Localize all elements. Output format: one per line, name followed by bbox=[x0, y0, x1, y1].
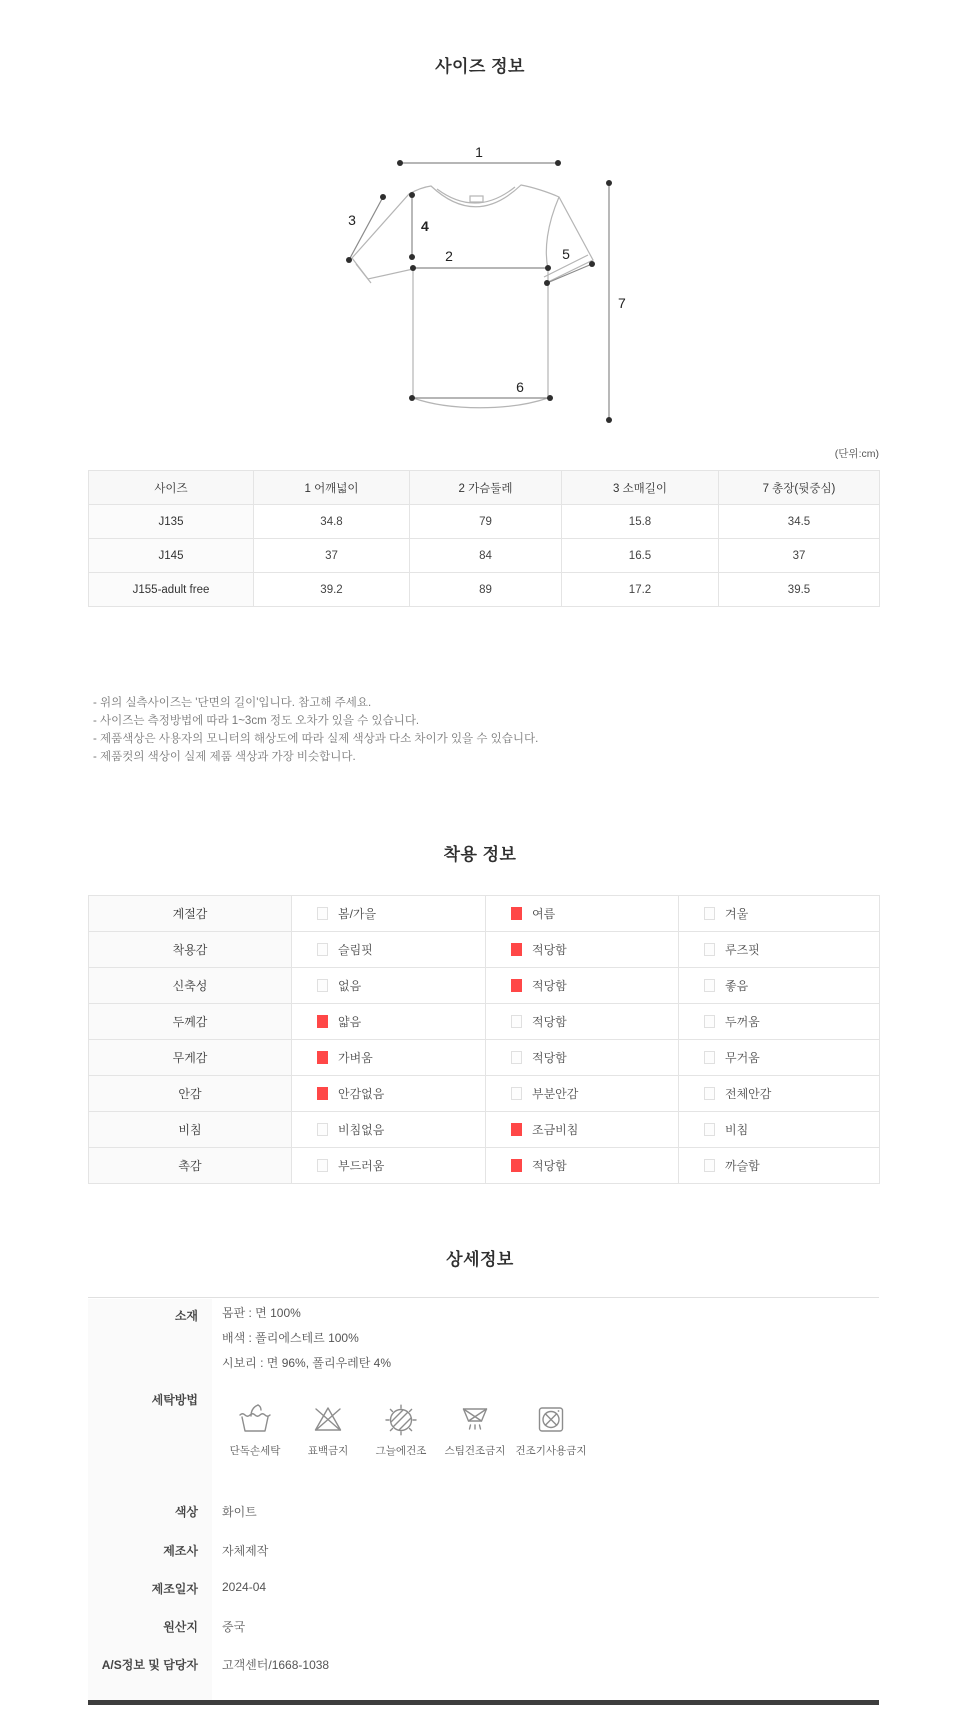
size-value: 79 bbox=[410, 505, 562, 539]
no-steam-dry-icon bbox=[457, 1401, 493, 1437]
size-notes bbox=[93, 694, 793, 766]
size-table bbox=[88, 470, 880, 607]
fit-row-label: 안감 bbox=[89, 1076, 292, 1112]
chest-col-header: 2 가슴둘레 bbox=[410, 471, 562, 505]
size-name: J135 bbox=[89, 505, 254, 539]
bottom-divider bbox=[88, 1700, 879, 1705]
option-label: 적당함 bbox=[532, 1015, 567, 1029]
dry-in-shade-icon bbox=[383, 1401, 419, 1437]
option-checkbox bbox=[317, 1051, 328, 1064]
wash-item bbox=[506, 1401, 596, 1458]
option-checkbox bbox=[704, 1015, 715, 1028]
fit-row-label: 무게감 bbox=[89, 1040, 292, 1076]
option-label: 부드러움 bbox=[338, 1159, 385, 1173]
measurement-label-6: 6 bbox=[516, 379, 524, 395]
fit-row bbox=[89, 1040, 880, 1076]
material-line: 몸판 : 면 100% bbox=[222, 1306, 301, 1320]
measurement-label-1: 1 bbox=[475, 144, 483, 160]
as-info-label: A/S정보 및 담당자 bbox=[101, 1658, 198, 1672]
option-checkbox bbox=[511, 1015, 522, 1028]
manufacturer-value: 자체제작 bbox=[222, 1544, 269, 1558]
measurement-label-2: 2 bbox=[445, 248, 453, 264]
size-value: 37 bbox=[719, 539, 880, 573]
wash-item-label: 표백금지 bbox=[307, 1445, 349, 1457]
size-value: 17.2 bbox=[562, 573, 719, 607]
option-checkbox bbox=[704, 1159, 715, 1172]
size-table-header-row bbox=[89, 471, 880, 505]
detail-label-column bbox=[88, 1299, 212, 1700]
option-label: 가벼움 bbox=[338, 1051, 373, 1065]
option-label: 전체안감 bbox=[725, 1087, 772, 1101]
manufacture-date-value: 2024-04 bbox=[222, 1580, 267, 1594]
fit-row bbox=[89, 1148, 880, 1184]
option-label: 적당함 bbox=[532, 943, 567, 957]
option-checkbox bbox=[511, 1123, 522, 1136]
option-label: 비침없음 bbox=[338, 1123, 385, 1137]
fit-row-label: 착용감 bbox=[89, 932, 292, 968]
option-checkbox bbox=[511, 979, 522, 992]
fit-row bbox=[89, 1076, 880, 1112]
option-checkbox bbox=[317, 1159, 328, 1172]
option-label: 슬림핏 bbox=[338, 943, 373, 957]
fit-row bbox=[89, 968, 880, 1004]
size-name: J155-adult free bbox=[89, 573, 254, 607]
size-value: 89 bbox=[410, 573, 562, 607]
option-checkbox bbox=[704, 979, 715, 992]
option-label: 안감없음 bbox=[338, 1087, 385, 1101]
measurement-label-7: 7 bbox=[618, 295, 626, 311]
measurement-label-4: 4 bbox=[421, 218, 429, 234]
fit-row-label: 촉감 bbox=[89, 1148, 292, 1184]
size-value: 34.8 bbox=[254, 505, 410, 539]
option-label: 얇음 bbox=[338, 1015, 362, 1029]
detail-section-title: 상세정보 bbox=[446, 1250, 514, 1269]
size-value: 39.2 bbox=[254, 573, 410, 607]
sleeve-col-header: 3 소매길이 bbox=[562, 471, 719, 505]
wash-item-label: 건조기사용금지 bbox=[515, 1445, 587, 1457]
option-label: 없음 bbox=[338, 979, 362, 993]
option-checkbox bbox=[511, 1159, 522, 1172]
as-info-value: 고객센터/1668-1038 bbox=[222, 1658, 330, 1672]
option-label: 여름 bbox=[532, 907, 556, 921]
option-label: 두꺼움 bbox=[725, 1015, 760, 1029]
option-checkbox bbox=[317, 1123, 328, 1136]
size-value: 15.8 bbox=[562, 505, 719, 539]
size-section-title: 사이즈 정보 bbox=[435, 57, 525, 76]
origin-value: 중국 bbox=[222, 1620, 246, 1634]
size-value: 34.5 bbox=[719, 505, 880, 539]
wash-item-label: 그늘에건조 bbox=[375, 1445, 427, 1457]
option-checkbox bbox=[511, 1087, 522, 1100]
option-label: 루즈핏 bbox=[725, 943, 760, 957]
note-line: - 위의 실측사이즈는 '단면의 길이'입니다. 참고해 주세요. bbox=[93, 697, 372, 709]
tshirt-size-diagram bbox=[280, 130, 680, 430]
fit-row-label: 비침 bbox=[89, 1112, 292, 1148]
option-checkbox bbox=[704, 943, 715, 956]
fit-row-label: 신축성 bbox=[89, 968, 292, 1004]
option-label: 무거움 bbox=[725, 1051, 760, 1065]
option-label: 적당함 bbox=[532, 979, 567, 993]
fit-row bbox=[89, 932, 880, 968]
fit-row-label: 계절감 bbox=[89, 896, 292, 932]
measurement-label-3: 3 bbox=[348, 212, 356, 228]
detail-info-table bbox=[88, 1297, 879, 1700]
option-checkbox bbox=[317, 1015, 328, 1028]
hand-wash-only-icon bbox=[237, 1401, 273, 1437]
option-checkbox bbox=[317, 979, 328, 992]
manufacturer-label: 제조사 bbox=[163, 1544, 198, 1558]
material-line: 배색 : 폴리에스테르 100% bbox=[222, 1331, 359, 1345]
fit-row bbox=[89, 896, 880, 932]
option-label: 적당함 bbox=[532, 1051, 567, 1065]
material-value bbox=[222, 1301, 391, 1376]
origin-label: 원산지 bbox=[163, 1620, 198, 1634]
size-value: 16.5 bbox=[562, 539, 719, 573]
color-value: 화이트 bbox=[222, 1505, 257, 1519]
material-label: 소재 bbox=[174, 1309, 198, 1323]
note-line: - 사이즈는 측정방법에 따라 1~3cm 정도 오차가 있을 수 있습니다. bbox=[93, 715, 420, 727]
length-col-header: 7 총장(뒷중심) bbox=[719, 471, 880, 505]
no-tumble-dryer-icon bbox=[533, 1401, 569, 1437]
option-checkbox bbox=[317, 943, 328, 956]
option-checkbox bbox=[704, 1051, 715, 1064]
option-checkbox bbox=[704, 907, 715, 920]
option-checkbox bbox=[317, 907, 328, 920]
size-row bbox=[89, 539, 880, 573]
option-checkbox bbox=[511, 943, 522, 956]
fit-table bbox=[88, 895, 880, 1184]
option-checkbox bbox=[317, 1087, 328, 1100]
option-label: 비침 bbox=[725, 1123, 749, 1137]
wash-item-label: 단독손세탁 bbox=[229, 1445, 281, 1457]
note-line: - 제품색상은 사용자의 모니터의 해상도에 따라 실제 색상과 다소 차이가 있을 수 있습니다. bbox=[93, 733, 539, 745]
no-bleach-icon bbox=[310, 1401, 346, 1437]
option-label: 적당함 bbox=[532, 1159, 567, 1173]
option-label: 좋음 bbox=[725, 979, 749, 993]
size-col-header: 사이즈 bbox=[89, 471, 254, 505]
option-label: 겨울 bbox=[725, 907, 749, 921]
option-label: 조금비침 bbox=[532, 1123, 579, 1137]
washing-label: 세탁방법 bbox=[151, 1393, 198, 1407]
size-row bbox=[89, 573, 880, 607]
option-checkbox bbox=[511, 1051, 522, 1064]
option-checkbox bbox=[704, 1123, 715, 1136]
fit-section-title: 착용 정보 bbox=[443, 845, 517, 864]
wash-item-label: 스팀건조금지 bbox=[444, 1445, 506, 1457]
material-line: 시보리 : 면 96%, 폴리우레탄 4% bbox=[222, 1356, 392, 1370]
option-checkbox bbox=[704, 1087, 715, 1100]
option-label: 부분안감 bbox=[532, 1087, 579, 1101]
size-value: 37 bbox=[254, 539, 410, 573]
shoulder-col-header: 1 어깨넓이 bbox=[254, 471, 410, 505]
fit-row-label: 두께감 bbox=[89, 1004, 292, 1040]
size-value: 84 bbox=[410, 539, 562, 573]
color-label: 색상 bbox=[174, 1505, 198, 1519]
option-checkbox bbox=[511, 907, 522, 920]
size-row bbox=[89, 505, 880, 539]
unit-note: (단위:cm) bbox=[834, 448, 879, 460]
option-label: 봄/가을 bbox=[338, 907, 377, 921]
size-value: 39.5 bbox=[719, 573, 880, 607]
manufacture-date-label: 제조일자 bbox=[151, 1582, 198, 1596]
option-label: 까슬함 bbox=[725, 1159, 760, 1173]
measurement-label-5: 5 bbox=[562, 246, 570, 262]
fit-row bbox=[89, 1112, 880, 1148]
fit-row bbox=[89, 1004, 880, 1040]
size-name: J145 bbox=[89, 539, 254, 573]
note-line: - 제품컷의 색상이 실제 제품 색상과 가장 비슷합니다. bbox=[93, 751, 356, 763]
